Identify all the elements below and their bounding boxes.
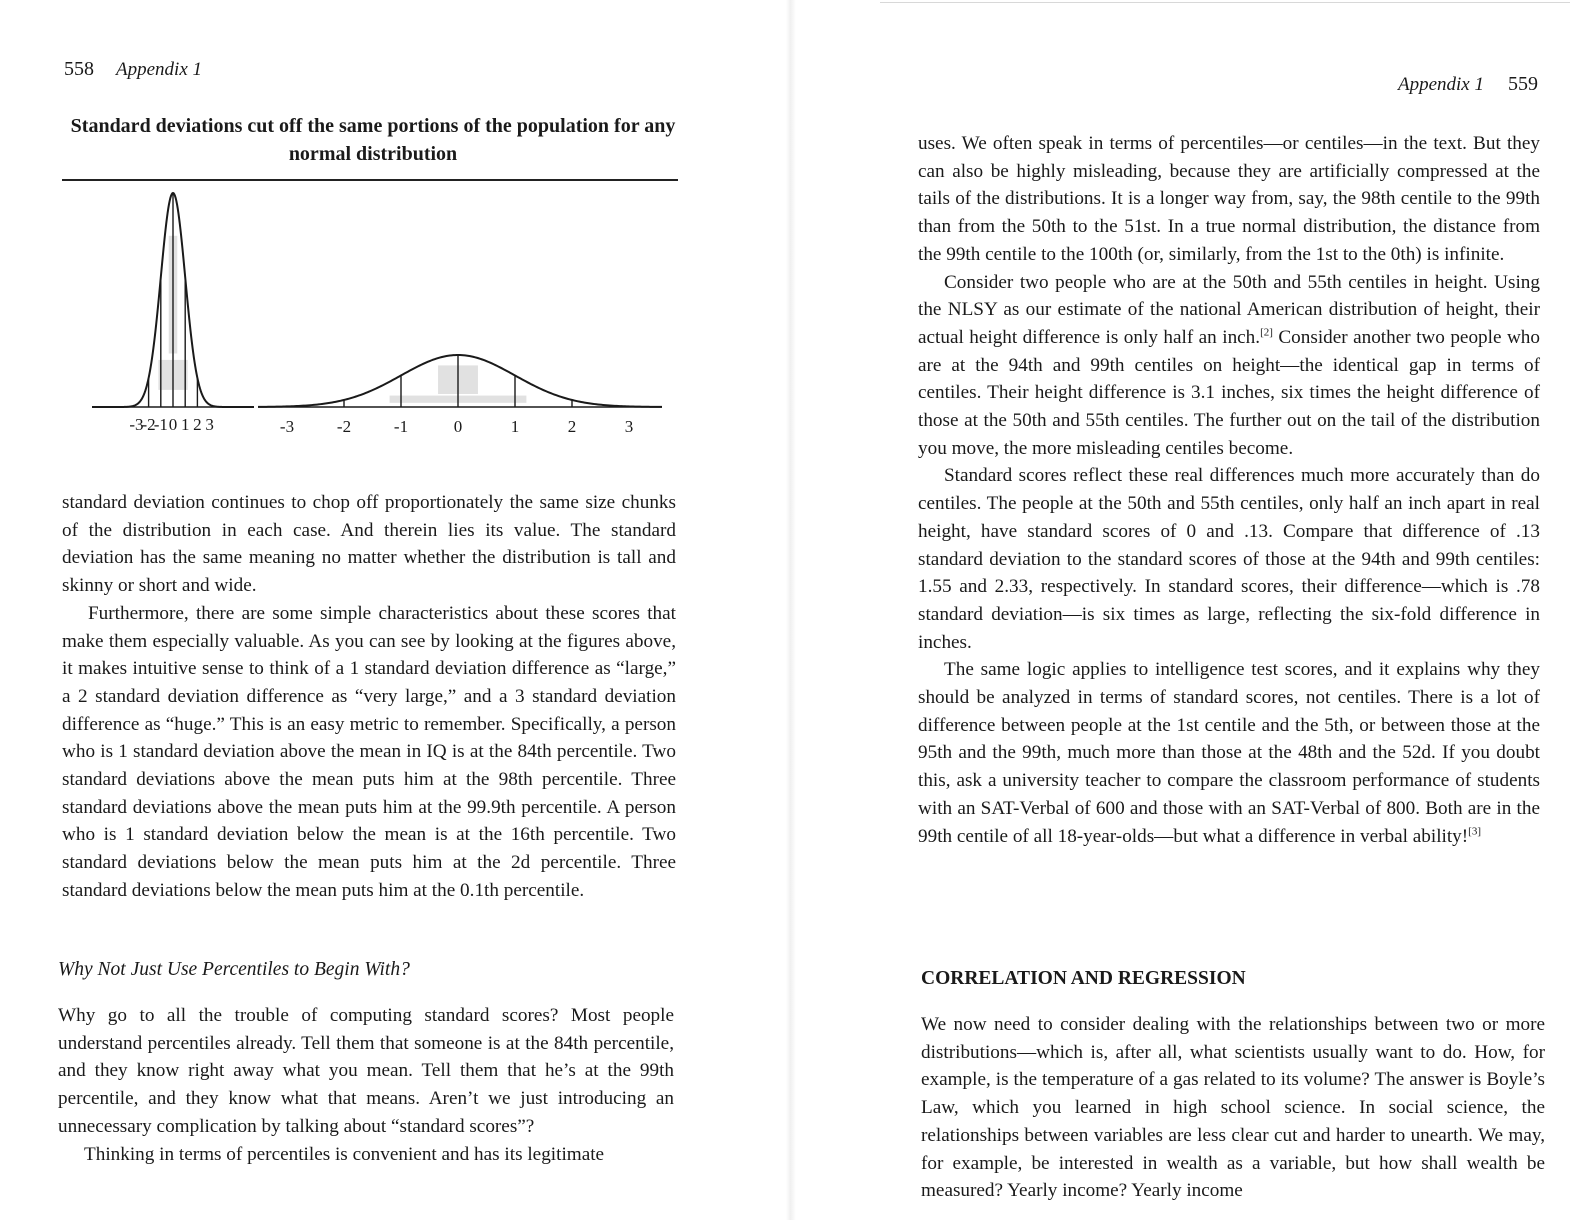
axis-tick-label: 3	[624, 417, 634, 436]
paragraph: standard deviation continues to chop off proportionately the same size chunks of the distribution in each case. And therein lies its value. The standard deviation has the same meaning no matter whether the distribution is tall and skinny or short and wide.	[62, 492, 676, 597]
endnote-marker[interactable]: [3]	[1468, 825, 1481, 838]
left-running-head: Appendix 1	[116, 59, 203, 80]
axis-tick-label: 2	[193, 415, 202, 434]
axis-tick-label: 0	[168, 415, 178, 434]
section-heading: CORRELATION AND REGRESSION	[921, 968, 1246, 989]
right-page-number: 559	[1508, 73, 1538, 95]
axis-tick-label: 2	[567, 417, 577, 436]
wide-distribution	[258, 355, 662, 436]
paragraph: Thinking in terms of percentiles is convenient and has its legitimate	[84, 1143, 605, 1165]
paragraph: Furthermore, there are some simple characteristics about these scores that make them especially valuable. As you can see by looking at the figures above, it makes intuitive sense to think of a 1 standard deviation difference as “large,” a 2 standard deviation difference as “very large,” and a 3 standard deviation difference as “huge.” This is an easy metric to remember. Specifically, a person who is 1 standard deviation above the mean in IQ is at the 84th percentile. Two standard deviations above the mean puts him at the 98th percentile. Three standard deviations above the mean puts him at the 99.9th percentile. A person who is 1 standard deviation below the mean is at the 16th percentile. Two standard deviations below the mean puts him at the 2d percentile. Three standard deviations below the mean puts him at the 0.1th percentile.	[62, 602, 676, 901]
paragraph-text: Consider another two people who are at the 94th and 99th centiles on height—the identical gap in terms of centiles. Their height difference is 3.1 inches, six times the height difference of those at the 50th and 55th centiles. The further out on the tail of the distribution you move, the more misleading centiles become.	[918, 326, 1540, 459]
paragraph	[918, 656, 1540, 850]
paragraph: Standard scores reflect these real differences much more accurately than do centiles. The people at the 50th and 55th centiles, only half an inch apart in real height, have standard scores of 0 and .13. Compare that difference of .13 standard deviation to the standard scores of those at the 94th and 99th centiles: 1.55 and 2.33, respectively. In standard scores, their difference—which is .78 standard deviation—is six times as large, reflecting the six-fold difference in inches.	[918, 465, 1540, 653]
paragraph: uses. We often speak in terms of percentiles—or centiles—in the text. But they can also be highly misleading, because they are artificially compressed at the tails of the distributions. It is a longer way from, say, the 98th centile to the 99th than from the 50th to the 51st. In a true normal distribution, the distance from the 99th centile to the 100th (or, similarly, from the 1st to the 0th) is infinite.	[918, 133, 1540, 265]
paragraph-text: The same logic applies to intelligence test scores, and it explains why they should be analyzed in terms of standard scores, not centiles. There is a lot of difference between people at the 1st centile and the 5th, or between those at the 95th and the 99th, much more than those at the 48th and the 52d. If you doubt this, ask a university teacher to compare the classroom performance of students with an SAT-Verbal of 600 and those with an SAT-Verbal of 800. Both are in the 99th centile of all 18-year-olds—but what a difference in verbal ability!	[918, 659, 1540, 847]
right-running-head: Appendix 1	[1397, 74, 1484, 95]
axis-tick-label: -1	[153, 415, 168, 434]
paragraph	[918, 269, 1540, 463]
left-body-text	[62, 489, 676, 905]
left-page-number: 558	[64, 58, 94, 80]
left-body-text-2	[58, 1002, 674, 1168]
axis-tick-label: -3	[279, 417, 295, 436]
axis-tick-label: -2	[336, 417, 352, 436]
right-body-text	[918, 130, 1540, 850]
normal-distribution-figure	[0, 0, 791, 440]
axis-tick-label: -3	[129, 415, 144, 434]
paragraph-text: Consider two people who are at the 50th and 55th centiles in height. Using the NLSY as our estimate of the national American distribution of height, their actual height difference is only half an inch.	[918, 271, 1540, 348]
axis-tick-label: 1	[180, 415, 190, 434]
axis-tick-label: 1	[510, 417, 520, 436]
axis-tick-label: -2	[141, 415, 156, 434]
paragraph: We now need to consider dealing with the relationships between two or more distributions—which is, after all, what scientists usually want to do. How, for example, is the temperature of a gas related to its volume? The answer is Boyle’s Law, which you learned in high school science. In social science, the relationships between variables are less clear cut and harder to unearth. We may, for example, be interested in wealth as a variable, but how shall wealth be measured? Yearly income? Yearly income	[921, 1014, 1545, 1202]
paragraph: Why go to all the trouble of computing standard scores? Most people understand percentiles already. Tell them that someone is at the 84th percentile, and they know right away what you mean. Tell them that he’s at the 99th percentile, and they know what that means. Aren’t we just introducing an unnecessary complication by talking about “standard scores”?	[58, 1005, 674, 1137]
figure-title: Standard deviations cut off the same portions of the population for any normal distribution	[70, 115, 676, 165]
axis-tick-label: -1	[393, 417, 409, 436]
narrow-distribution	[92, 193, 254, 434]
subhead: Why Not Just Use Percentiles to Begin With?	[58, 959, 410, 980]
right-body-text-2	[921, 1011, 1545, 1205]
right-page-header	[1398, 73, 1538, 96]
axis-tick-label: 3	[205, 415, 214, 434]
axis-tick-label: 0	[453, 417, 463, 436]
endnote-marker[interactable]: [2]	[1260, 326, 1273, 339]
